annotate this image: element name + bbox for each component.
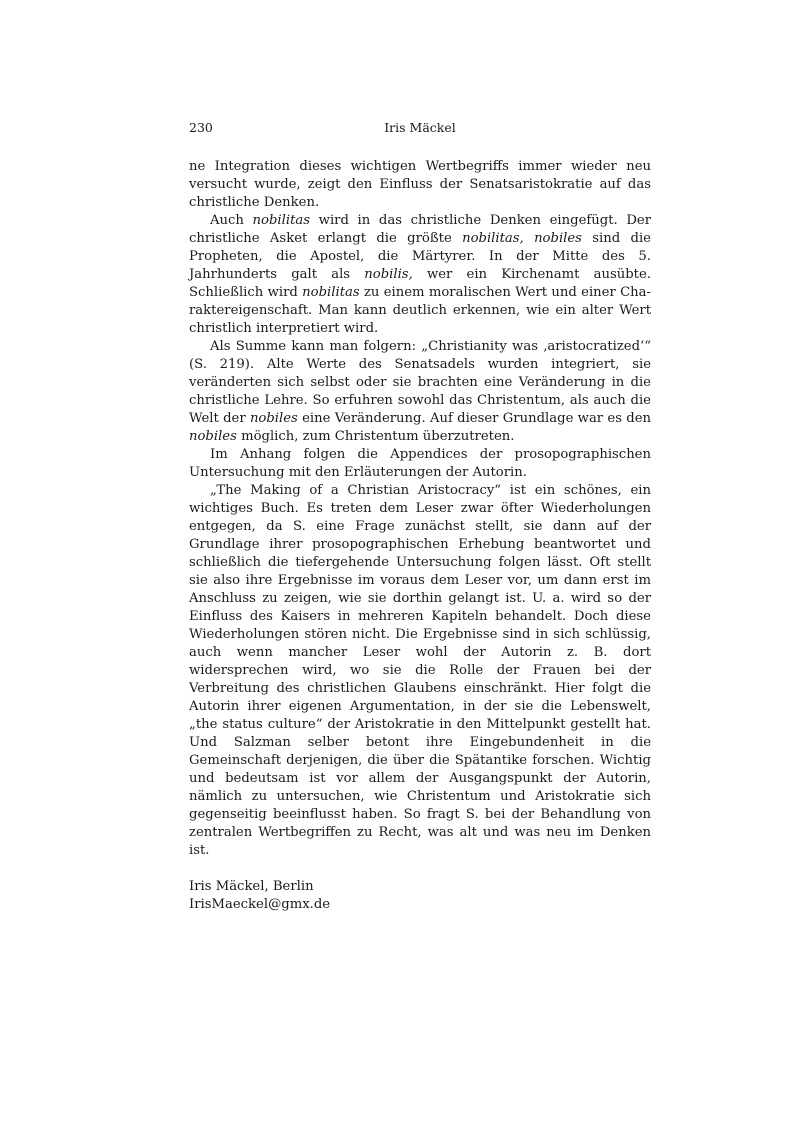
running-head: Iris Mäckel [384,120,456,135]
text-run: ne Integration dieses wichtigen Wertbegriffs immer wieder neu versucht wurde, zeigt den Einfluss der Senatsaristokratie auf das christliche Denken. [189,159,651,210]
paragraph [189,212,651,338]
paragraph [189,482,651,860]
page-header [189,118,651,138]
italic-term: nobilitas [252,213,311,228]
text-run: Im Anhang folgen die Appendices der prosopographischen Untersuchung mit den Erläuterungen der Autorin. [189,447,651,480]
signature-block [189,878,651,914]
text-run: „The Making of a Christian Aristocracy“ ist ein schönes, ein wichtiges Buch. Es treten dem Leser zwar öfter Wiederholungen entgegen, da S. eine Frage zunächst stellt, sie dann auf der Grundlage ihrer prosopographischen Erhebung beantwortet und schließlich die tiefergehende Untersuchung folgen lässt. Oft stellt sie also ihre Ergebnisse im voraus dem Leser vor, um dann erst im Anschluss zu zeigen, wie sie dorthin gelangt ist. U. a. wird so der Einfluss des Kaisers in mehreren Kapiteln behandelt. Doch diese Wiederholungen stören nicht. Die Ergebnisse sind in sich schlüssig, auch wenn mancher Leser wohl der Autorin z. B. dort widersprechen wird, wo sie die Rolle der Frauen bei der Verbreitung des christlichen Glaubens einschränkt. Hier folgt die Autorin ihrer eigenen Argumentation, in der sie die Lebenswelt, „the status culture“ der Aristokratie in den Mittelpunkt gestellt hat. Und Salzman selber betont ihre Eingebundenheit in die Gemeinschaft derjenigen, die über die Spätantike forschen. Wichtig und bedeutsam ist vor allem der Ausgangspunkt der Autorin, nämlich zu untersuchen, wie Christentum und Aristokratie sich gegenseitig beeinflusst haben. So fragt S. bei der Behandlung von zentralen Wertbegriffen zu Recht, was alt und was neu im Denken ist. [189,483,651,858]
body-text [189,158,651,860]
text-run: eine Veränderung. Auf dieser Grundlage war es den [297,411,652,426]
paragraph [189,446,651,482]
text-run: zu einem moralischen Wert und einer Charaktereigenschaft. Man kann deutlich erkennen, wie ein alter Wert christlich interpretiert wird. [189,285,651,336]
text-run: wird in das christliche Denken eingefügt. Der christliche Asket erlangt die größte [189,213,652,246]
text-run: wer ein Kirchenamt ausübte. Schließlich wird [189,267,651,300]
text-run: möglich, zum Christentum überzutreten. [236,429,515,444]
text-run: Auch [210,213,253,228]
italic-term: nobiles [249,411,298,426]
paragraph [189,158,651,212]
author-name-line: Iris Mäckel, Berlin [189,879,314,894]
author-email: IrisMaeckel@gmx.de [189,897,331,912]
text-run: sind die Propheten, die Apostel, die Märtyrer. In der Mitte des 5. Jahrhunderts galt als [189,231,651,282]
document-page [189,118,651,914]
page-number: 230 [189,120,213,135]
italic-term: nobiles [189,429,237,444]
text-run: Als Summe kann man folgern: „Christianity was ‚aristocratized‘“ (S. 219). Alte Werte des Senatsadels wurden integriert, sie veränderten sich selbst oder sie brachten eine Veränderung in die christliche Lehre. So erfuhren sowohl das Christentum, als auch die Welt der [189,339,651,426]
italic-term: nobilitas [302,285,360,300]
italic-term: nobilitas, nobiles [462,231,582,246]
paragraph [189,338,651,446]
italic-term: nobilis, [364,267,413,282]
